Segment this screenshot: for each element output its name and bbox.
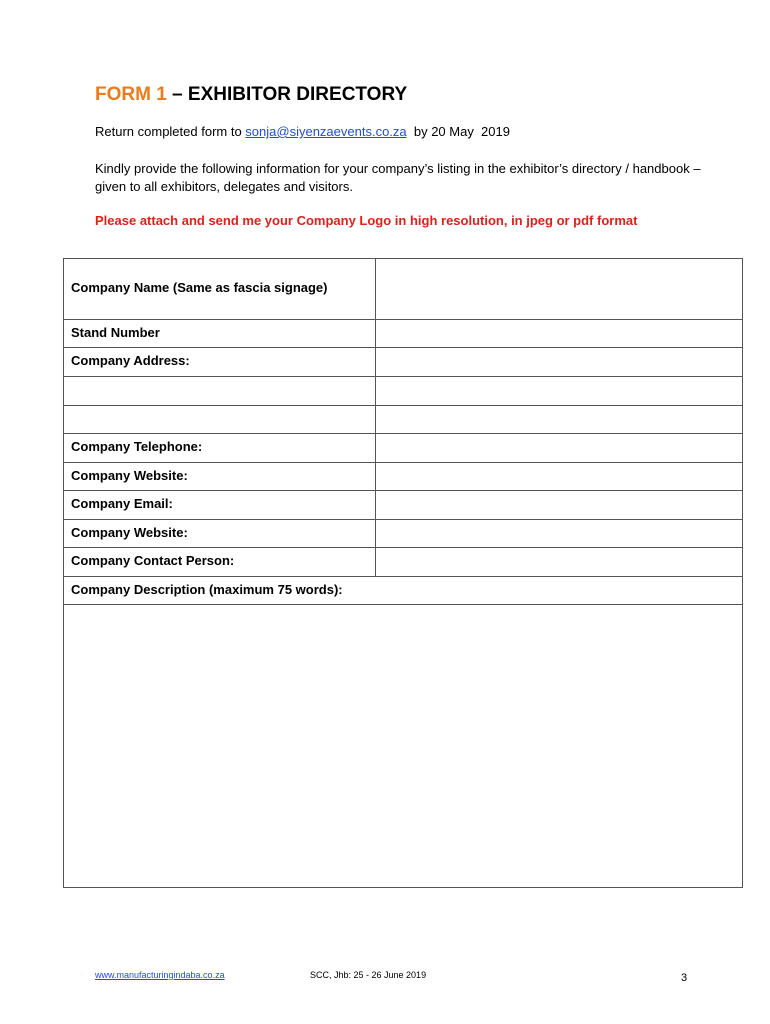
return-prefix: Return completed form to — [95, 124, 246, 139]
form-label: Company Address: — [71, 353, 190, 368]
form-row-address-3 — [64, 406, 742, 434]
form-label: Company Name (Same as fascia signage) — [71, 280, 328, 295]
form-row-company-name — [64, 259, 742, 320]
form-row-email — [64, 491, 742, 520]
form-label: Company Email: — [71, 496, 173, 511]
logo-notice: Please attach and send me your Company Logo in high resolution, in jpeg or pdf format — [95, 213, 638, 228]
contact-person-field[interactable] — [375, 548, 742, 576]
stand-number-field[interactable] — [375, 320, 742, 347]
page-number: 3 — [681, 972, 688, 984]
page-title — [95, 84, 407, 106]
form-row-telephone — [64, 434, 742, 463]
form-label: Company Telephone: — [71, 439, 203, 454]
form-title: EXHIBITOR DIRECTORY — [187, 84, 408, 105]
form-row-description — [64, 577, 742, 605]
form-label: Company Website: — [71, 468, 188, 483]
address-field-line-2[interactable] — [375, 377, 742, 405]
form-row-address — [64, 348, 742, 377]
return-instructions — [95, 124, 510, 139]
description-label: Company Description (maximum 75 words): — [71, 582, 343, 597]
return-deadline: by 20 May 2019 — [406, 124, 510, 139]
company-name-field[interactable] — [375, 259, 742, 319]
form-number: FORM 1 — [95, 84, 167, 105]
website-field[interactable] — [375, 463, 742, 490]
contact-email-link[interactable]: sonja@siyenzaevents.co.za — [245, 124, 407, 139]
description-field[interactable] — [64, 605, 742, 887]
footer-event-info: SCC, Jhb: 25 - 26 June 2019 — [310, 970, 427, 980]
form-row-stand-number — [64, 320, 742, 348]
website-field-2[interactable] — [375, 520, 742, 547]
footer-website-link[interactable]: www.manufacturingindaba.co.za — [95, 970, 225, 980]
title-dash: – — [166, 84, 188, 105]
intro-text: Kindly provide the following information for your company’s listing in the exhibitor’s directory / handbook – given to all exhibitors, delegates and visitors. — [95, 161, 701, 194]
telephone-field[interactable] — [375, 434, 742, 462]
form-row-address-2 — [64, 377, 742, 406]
form-label: Stand Number — [71, 325, 160, 340]
form-label: Company Website: — [71, 525, 188, 540]
email-field[interactable] — [375, 491, 742, 519]
address-field-line-3[interactable] — [375, 406, 742, 433]
form-row-contact-person — [64, 548, 742, 577]
address-field-line-1[interactable] — [375, 348, 742, 376]
form-row-website-2 — [64, 520, 742, 548]
exhibitor-form-table — [63, 258, 743, 888]
form-row-website — [64, 463, 742, 491]
form-label: Company Contact Person: — [71, 553, 235, 568]
